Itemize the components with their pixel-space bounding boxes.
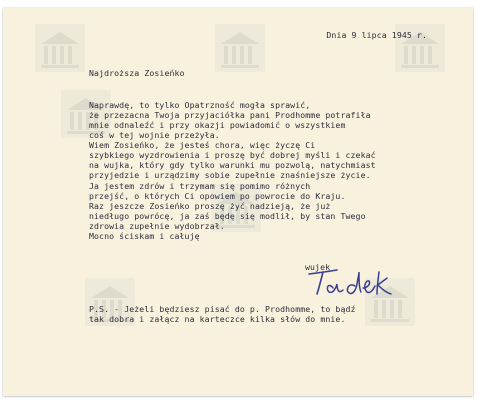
body-line: mnie odnaleźć i przy okazji powiadomić o wszystkiem — [89, 120, 346, 130]
body-line: szybkiego wyzdrowienia i proszę być dobrej myśli i czekać — [89, 150, 376, 160]
body-line: na wujka, który gdy tylko warunki mu pozwolą, natychmiast — [89, 160, 376, 170]
body-line: Naprawdę, to tylko Opatrzność mogła sprawić, — [89, 100, 311, 110]
letter-salutation: Najdroższa Zosieńko — [89, 68, 185, 78]
body-line: zdrowia zupełnie wydobrzał. — [89, 221, 225, 231]
body-line: Ja jestem zdrów i trzymam się pomimo różnych — [89, 181, 311, 191]
body-line: przyjedzie i urządzimy sobie zupełnie znaśniejsze życie. — [89, 170, 371, 180]
body-line: coś w tej wojnie przeżyła. — [89, 130, 220, 140]
body-line: przejść, o których Ci opowiem po powrocie do Kraju. — [89, 191, 346, 201]
watermark-logo-icon — [215, 24, 265, 72]
ps-line: P.S. - Jeżeli będziesz pisać do p. Prodhomme, to bądź — [89, 304, 356, 314]
body-line: Mocno ściskam i całuję — [89, 231, 200, 241]
watermark-logo-icon — [35, 24, 85, 72]
letter-closing: wujek — [305, 262, 331, 272]
body-line: Wiem Zosieńko, że jesteś chora, więc życzę Ci — [89, 140, 316, 150]
letter-date: Dnia 9 lipca 1945 r. — [326, 30, 427, 40]
signature-handwritten — [303, 264, 403, 300]
letter-paper — [3, 8, 473, 396]
body-line: niedługo powrócę, ja zaś będę się modlił, by stan Twego — [89, 211, 366, 221]
body-line: że przezacna Twoja przyjaciółka pani Prodhomme potrafiła — [89, 110, 371, 120]
body-line: Raz jeszcze Zosieńko proszę żyć nadzieją, że już — [89, 201, 331, 211]
ps-line: tak dobra i załącz na karteczce kilka słów do mnie. — [89, 314, 346, 324]
